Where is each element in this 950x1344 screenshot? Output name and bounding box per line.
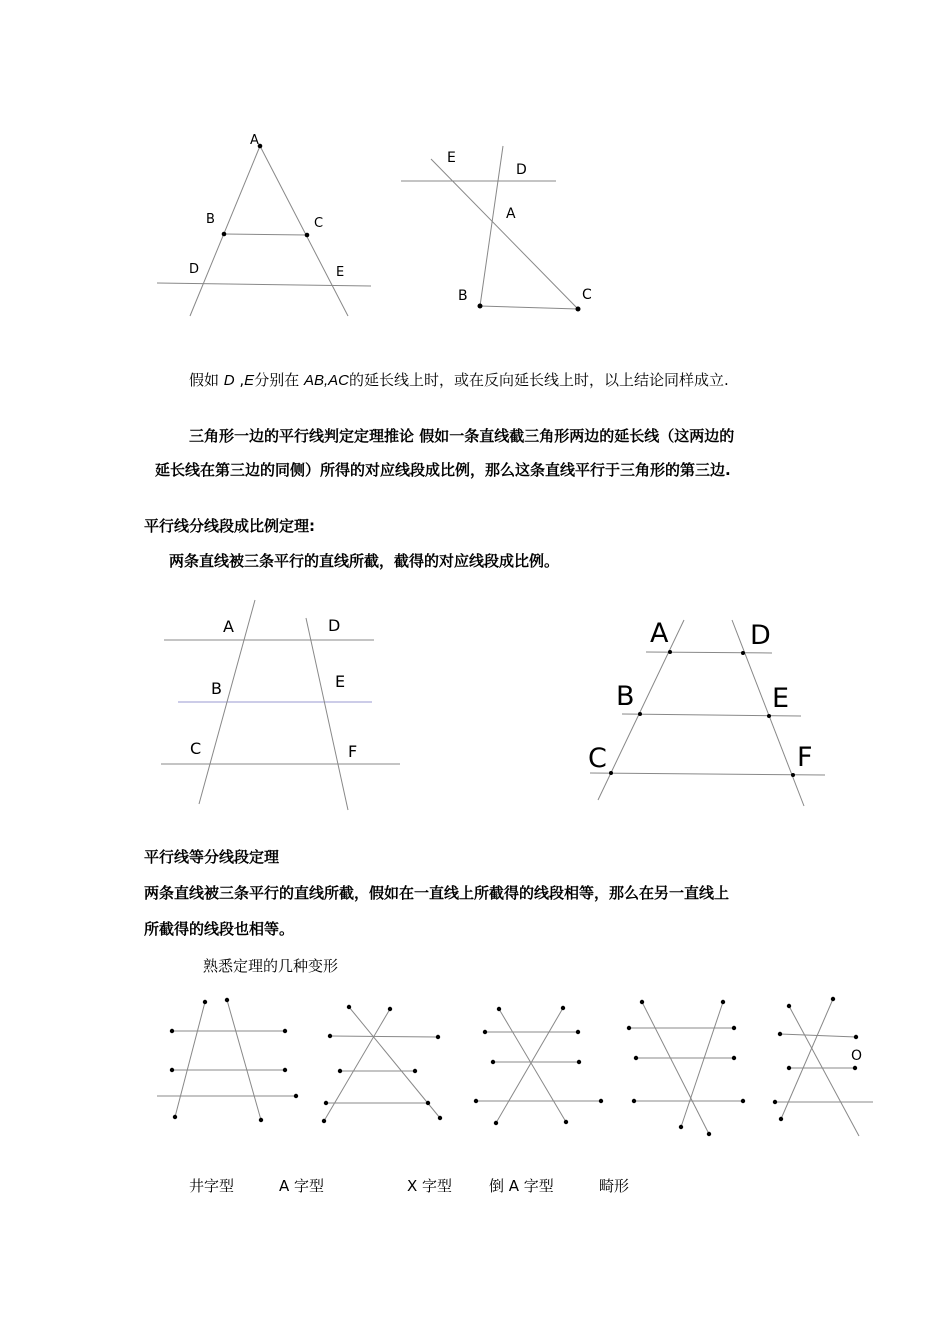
- theorem1-title: 平行线分线段成比例定理:: [144, 517, 315, 535]
- note-rest: 的延长线上时，或在反向延长线上时，以上结论同样成立.: [349, 371, 729, 389]
- note-mid: 分别在: [254, 371, 304, 389]
- fig4-label-d: D: [750, 620, 771, 651]
- fig3-label-d: D: [328, 616, 341, 635]
- variant-o-label: O: [851, 1048, 863, 1064]
- variant-irregular-diagram: [773, 997, 873, 1136]
- theorem2-line-2: 所截得的线段也相等。: [144, 920, 295, 938]
- fig4-label-e: E: [772, 683, 790, 714]
- variants-heading: 熟悉定理的几种变形: [203, 957, 339, 975]
- fig3-label-a: A: [223, 617, 234, 636]
- fig2-label-c: C: [582, 287, 592, 303]
- variant-name-1: 井字型: [189, 1177, 235, 1195]
- corollary-line-2: 延长线在第三边的同侧）所得的对应线段成比例，那么这条直线平行于三角形的第三边.: [155, 461, 731, 479]
- variant-name-5: 畸形: [599, 1177, 630, 1195]
- variant-x-diagram: [474, 1006, 603, 1125]
- fig3-label-f: F: [348, 742, 358, 761]
- note-e: E: [244, 372, 255, 389]
- fig1-label-e: E: [336, 265, 345, 280]
- fig2-label-b: B: [458, 288, 468, 304]
- fig1-label-d: D: [189, 262, 200, 277]
- note-ac: AC: [328, 372, 349, 389]
- note-comma: ,: [234, 371, 245, 389]
- variant-jing-diagram: [157, 998, 298, 1122]
- fig1-label-b: B: [206, 212, 215, 227]
- corollary-line-1: 三角形一边的平行线判定定理推论 假如一条直线截三角形两边的延长线（这两边的: [189, 427, 735, 445]
- fig2-label-e: E: [447, 150, 456, 166]
- fig3-label-e: E: [335, 672, 346, 691]
- theorem1-body: 两条直线被三条平行的直线所截，截得的对应线段成比例。: [169, 552, 560, 570]
- fig4-label-a: A: [650, 618, 669, 649]
- fig4-label-c: C: [588, 743, 607, 774]
- variant-inverted-a-diagram: [627, 1000, 745, 1136]
- fig2-label-d: D: [516, 162, 527, 178]
- note-prefix: 假如: [189, 371, 224, 389]
- variant-name-4: 倒 A 字型: [489, 1177, 554, 1195]
- fig3-label-c: C: [190, 739, 202, 758]
- variant-name-2: A 字型: [279, 1177, 325, 1195]
- fig1-label-c: C: [314, 216, 324, 231]
- fig2-label-a: A: [506, 206, 516, 222]
- fig4-label-b: B: [616, 681, 635, 712]
- theorem2-title: 平行线等分线段定理: [144, 848, 280, 866]
- fig1-label-a: A: [250, 133, 259, 148]
- fig3-label-b: B: [211, 679, 222, 698]
- note-sep: ,: [323, 372, 329, 389]
- fig4-label-f: F: [797, 742, 813, 773]
- theorem2-line-1: 两条直线被三条平行的直线所截，假如在一直线上所截得的线段相等，那么在另一直线上: [144, 884, 730, 902]
- variant-name-3: X 字型: [407, 1177, 453, 1195]
- note-d: D: [223, 372, 235, 389]
- variant-a-diagram: [322, 1005, 442, 1123]
- note-ab: AB: [303, 372, 324, 389]
